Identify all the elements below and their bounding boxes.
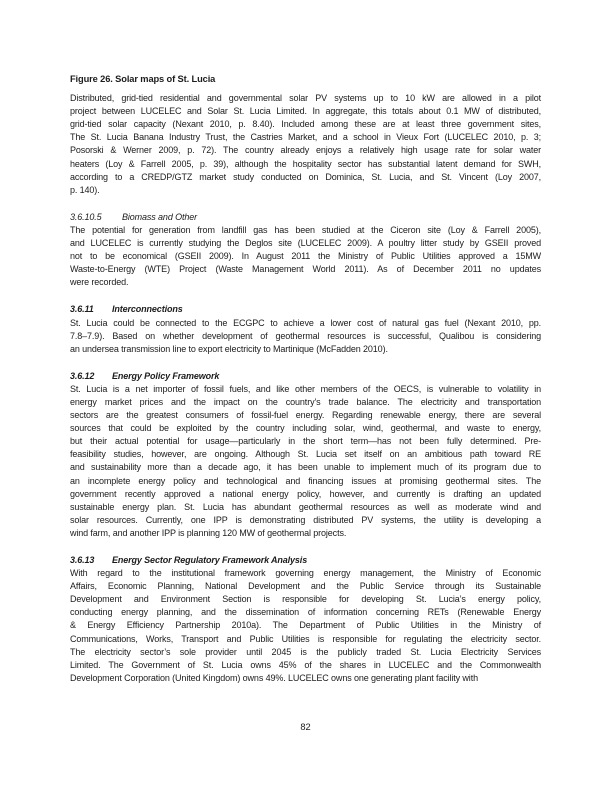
section-title: Energy Sector Regulatory Framework Analysis (112, 555, 308, 565)
page-number: 82 (300, 722, 311, 732)
text-line: Development Corporation (United Kingdom) owns 49%. LUCELEC owns one generating plant facility with (70, 672, 478, 683)
text-line: Posorski & Werner 2009, p. 72). The country already enjoys a relatively high usage rate for solar water (70, 145, 541, 156)
text-line: Distributed, grid-tied residential and governmental solar PV systems up to 10 kW are allowed in a pilot (70, 93, 541, 104)
section-heading (70, 370, 541, 383)
text-line: government recently approved a national energy policy, however, and currently is drafting an updated (70, 488, 541, 499)
section-title: Energy Policy Framework (112, 370, 220, 381)
text-line: & Energy Efficiency Partnership 2010a). The Department of Public Utilities in the Ministry of (70, 620, 541, 631)
body-paragraph (70, 224, 541, 289)
text-line: solar resources. Currently, one IPP is demonstrating distributed PV systems, the utility is developing a (70, 514, 541, 525)
text-line: an incomplete energy policy and technological and financing issues at promising geothermal sites. The (70, 475, 541, 486)
section-number: 3.6.10.5 (70, 211, 102, 222)
section-heading (70, 554, 541, 567)
text-line: Waste-to-Energy (WTE) Project (Waste Management World 2011). As of December 2011 no updates (70, 264, 541, 275)
text-line: Development and Environment Section is responsible for developing St. Lucia’s energy policy, (70, 594, 541, 605)
text-line: and LUCELEC is currently studying the Deglos site (LUCELEC 2009). A poultry litter study by GSEII proved (70, 238, 541, 249)
section-heading (70, 303, 541, 316)
text-line: conducting energy planning, and the dissemination of information concerning RETs (Renewable Energy (70, 607, 541, 618)
text-line: St. Lucia is a net importer of fossil fuels, and like other members of the OECS, is vulnerable to volatility in (70, 383, 541, 394)
section-title: Biomass and Other (122, 211, 197, 222)
body-paragraph (70, 567, 541, 685)
text-line: The potential for generation from landfill gas has been studied at the Ciceron site (Loy & Farrell 2005), (70, 224, 541, 235)
document-body (70, 73, 541, 699)
text-line: project between LUCELEC and Solar St. Lucia Limited. In aggregate, this totals about 0.1 MW of distributed, (70, 106, 541, 117)
figure-caption: Figure 26. Solar maps of St. Lucia (70, 74, 216, 84)
text-line: Communications, Works, Transport and Public Utilities is responsible for regulating the electricity sector. (70, 633, 541, 644)
text-line: heaters (Loy & Farrell 2005, p. 39), although the hospitality sector has substantial latent demand for SWH, (70, 158, 541, 169)
text-line: 7.8–7.9). Based on whether development of geothermal resources is successful, Qualibou is considering (70, 330, 541, 341)
text-line: according to a CREDP/GTZ market study conducted on Dominica, St. Lucia, and St. Vincent (Loy 2007, (70, 171, 541, 182)
text-line: were recorded. (70, 277, 129, 288)
text-line: grid-tied solar capacity (Nexant 2010, p. 8.40). Included among these are at least three government sites, (70, 119, 541, 130)
text-line: but their actual potential for usage—particularly in the short term—has not been fully determined. Pre- (70, 436, 541, 447)
section-number: 3.6.11 (70, 304, 94, 315)
text-line: not to be economical (GSEII 2009). In August 2011 the Ministry of Public Utilities approved a 15MW (70, 251, 541, 262)
text-line: energy market prices and the impact on the country’s trade balance. The electricity and transportation (70, 396, 541, 407)
text-line: p. 140). (70, 184, 100, 195)
section-heading (70, 211, 541, 224)
text-line: With regard to the institutional framework governing energy management, the Ministry of Economic (70, 568, 541, 579)
body-paragraph (70, 92, 541, 197)
text-line: Limited. The Government of St. Lucia owns 45% of the shares in LUCELEC and the Commonwealth (70, 659, 541, 670)
text-line: Affairs, Economic Planning, National Development and the Public Service through its Sustainable (70, 581, 541, 592)
text-line: an undersea transmission line to export electricity to Martinique (McFadden 2010). (70, 343, 388, 354)
text-line: sustainable energy plan. St. Lucia has abundant geothermal resources as well as moderate wind and (70, 501, 541, 512)
text-line: wind farm, and another IPP is planning 120 MW of geothermal projects. (70, 527, 347, 538)
text-line: feasibility studies, however, are ongoing. Although St. Lucia set itself on an ambitious path toward RE (70, 449, 541, 460)
section-title: Interconnections (112, 304, 183, 315)
text-line: sources that could be exploited by the country including solar, wind, geothermal, and waste to energy, (70, 423, 541, 434)
text-line: St. Lucia could be connected to the ECGPC to achieve a lower cost of natural gas fuel (Nexant 2010, pp. (70, 317, 541, 328)
text-line: and sustainability more than a decade ago, it has been unable to implement much of its program due to (70, 462, 541, 473)
section-number: 3.6.12 (70, 370, 95, 381)
body-paragraph (70, 317, 541, 356)
text-line: The electricity sector’s sole provider until 2045 is the publicly traded St. Lucia Electricity Services (70, 646, 541, 657)
section-number: 3.6.13 (70, 555, 95, 565)
text-line: The St. Lucia Banana Industry Trust, the Castries Market, and a school in Vieux Fort (LUCELEC 2010, p. 3; (70, 132, 541, 143)
text-line: sectors are the greatest consumers of fossil-fuel energy. Regarding renewable energy, there are several (70, 410, 541, 421)
body-paragraph (70, 383, 541, 540)
